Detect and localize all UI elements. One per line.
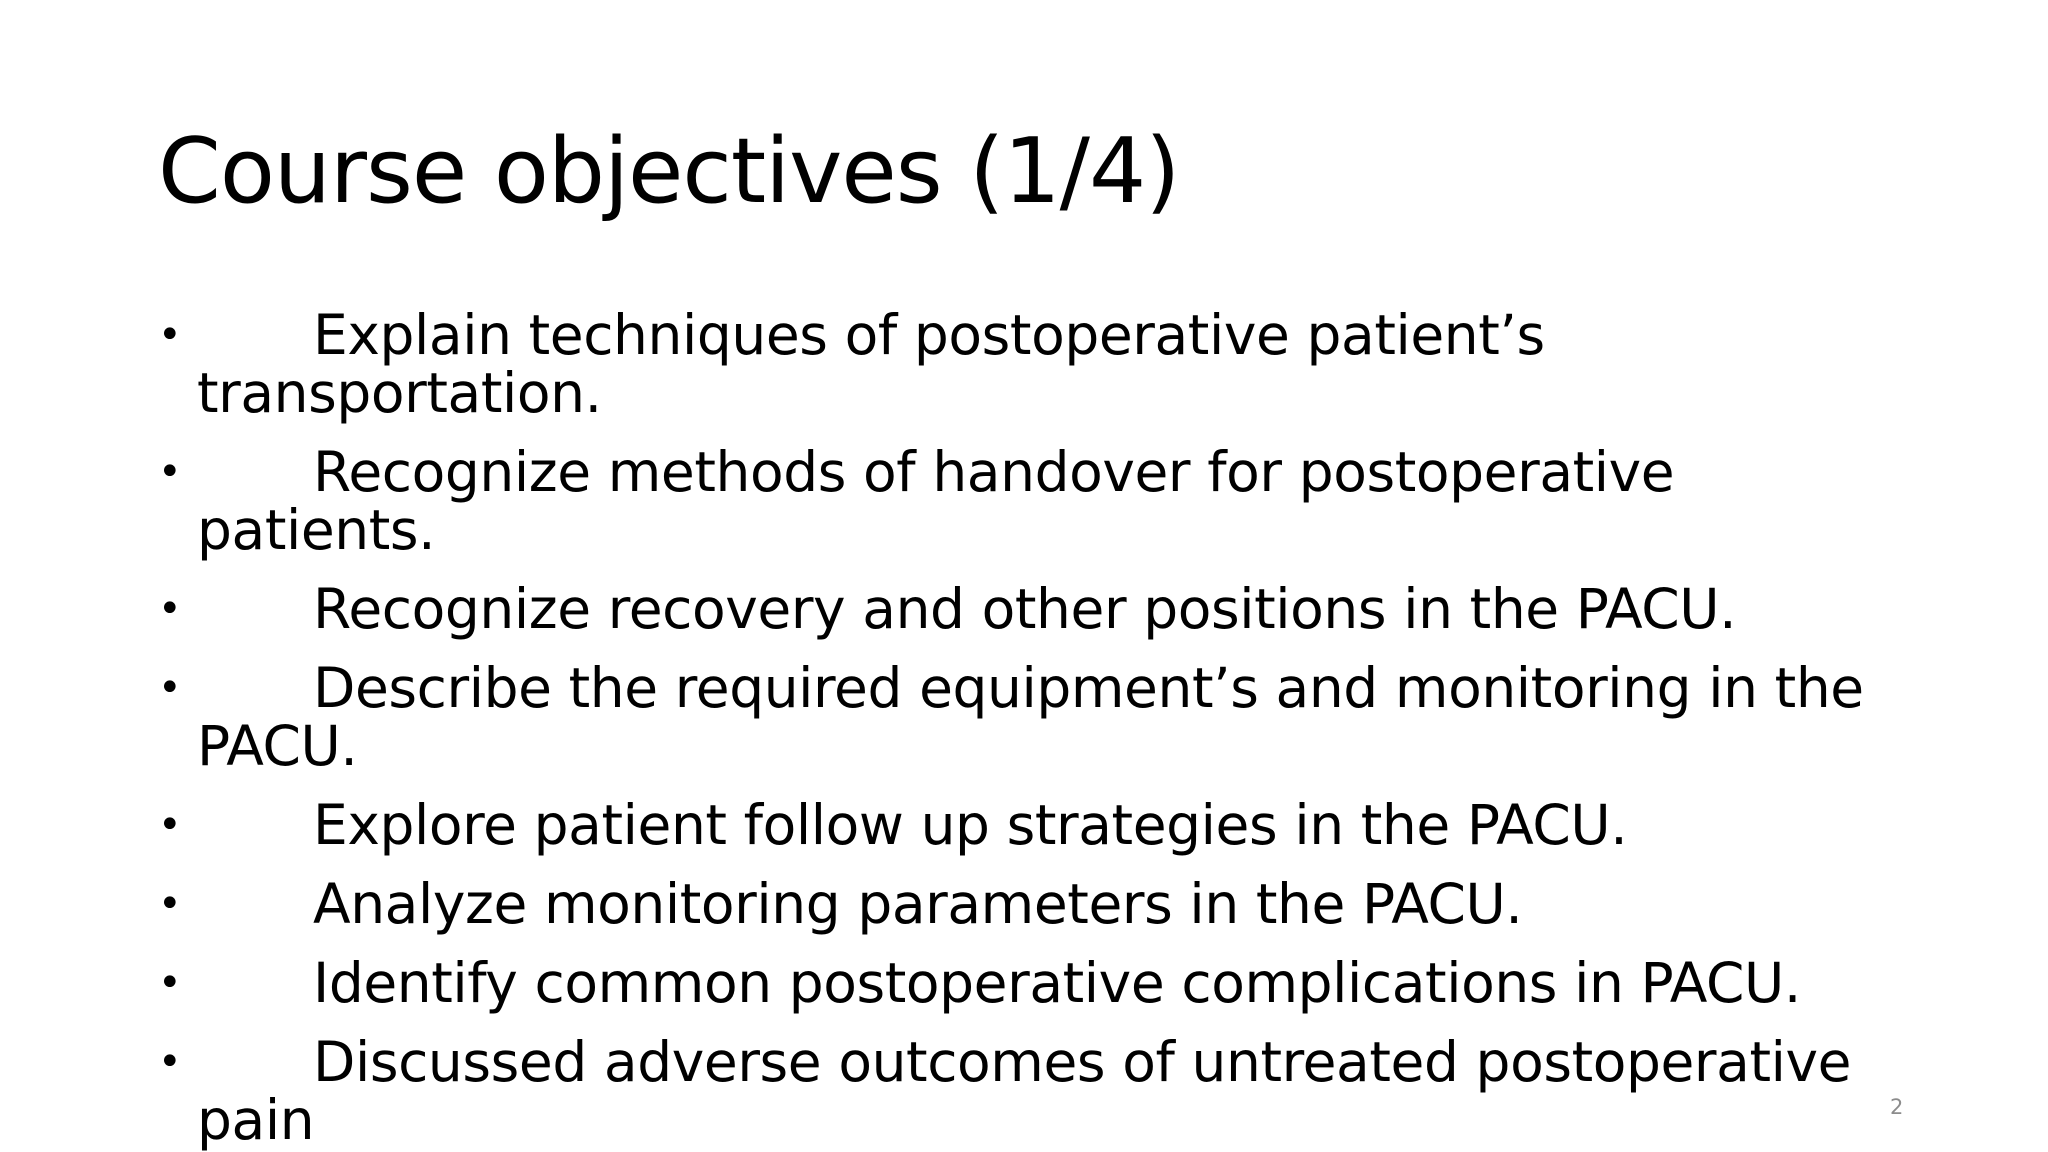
bullet-icon: • <box>158 665 182 711</box>
objectives-list <box>158 303 1878 1152</box>
bullet-icon: • <box>158 586 182 632</box>
bullet-icon: • <box>158 802 182 848</box>
objective-text: Discussed adverse outcomes of untreated postoperative pain <box>197 1030 1852 1152</box>
slide-title: Course objectives (1/4) <box>158 119 1180 224</box>
objective-text: Identify common postoperative complications in PACU. <box>313 951 1801 1015</box>
list-item <box>158 793 1878 857</box>
bullet-icon: • <box>158 449 182 495</box>
objective-text: Recognize methods of handover for postoperative patients. <box>197 440 1675 562</box>
list-item <box>158 872 1878 936</box>
bullet-icon: • <box>158 1039 182 1085</box>
list-item <box>158 577 1878 641</box>
objective-text: Describe the required equipment’s and monitoring in the PACU. <box>197 656 1864 778</box>
list-item <box>158 303 1878 425</box>
list-item <box>158 440 1878 562</box>
objective-text: Explain techniques of postoperative patient’s transportation. <box>197 303 1545 425</box>
objective-text: Explore patient follow up strategies in the PACU. <box>313 793 1628 857</box>
bullet-icon: • <box>158 960 182 1006</box>
objective-text: Analyze monitoring parameters in the PACU. <box>313 872 1523 936</box>
objective-text: Recognize recovery and other positions in the PACU. <box>313 577 1737 641</box>
bullet-icon: • <box>158 881 182 927</box>
page-number: 2 <box>1890 1095 1904 1119</box>
list-item <box>158 1030 1878 1152</box>
bullet-icon: • <box>158 312 182 358</box>
list-item <box>158 951 1878 1015</box>
list-item <box>158 656 1878 778</box>
